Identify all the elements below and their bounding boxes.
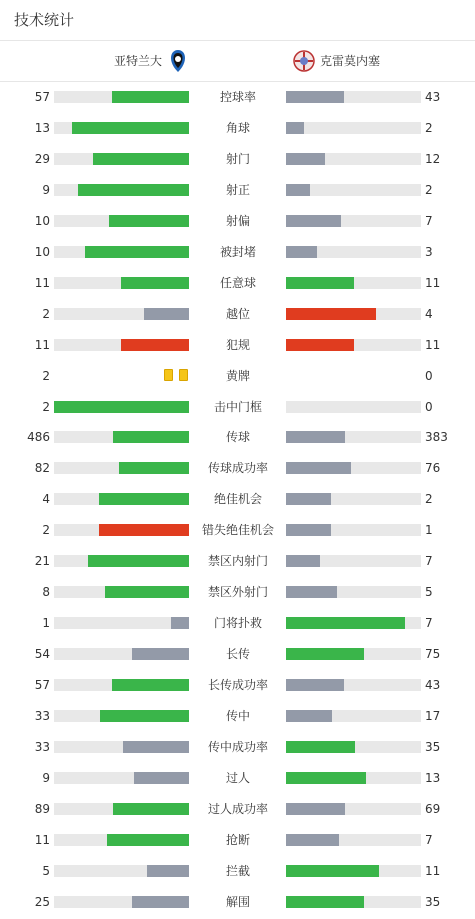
away-bar-track (286, 803, 421, 815)
stat-row (0, 366, 475, 386)
stat-label: 拦截 (225, 863, 250, 878)
home-value: 10 (34, 244, 50, 259)
away-bar-track (286, 555, 421, 567)
away-value: 12 (425, 151, 441, 166)
away-value: 2 (425, 182, 433, 197)
away-bar-track (286, 896, 421, 908)
home-bar-fill (99, 493, 189, 505)
away-bar-track (286, 339, 421, 351)
away-value: 4 (425, 306, 433, 321)
home-bar-track (54, 834, 189, 846)
home-value: 1 (42, 616, 50, 631)
away-bar-fill (286, 555, 320, 567)
header-divider (0, 81, 475, 82)
away-bar-track (286, 865, 421, 877)
home-bar-fill (105, 586, 189, 598)
away-value: 7 (425, 832, 433, 847)
stat-label: 过人成功率 (207, 801, 268, 816)
stat-label: 传中 (225, 709, 250, 723)
away-value: 75 (425, 647, 441, 662)
home-value: 9 (42, 770, 50, 785)
stat-row (0, 242, 475, 262)
home-bar-fill (147, 865, 189, 877)
away-value: 43 (425, 90, 441, 104)
home-value: 13 (34, 121, 50, 135)
home-bar-fill (119, 462, 189, 474)
stat-label: 传中成功率 (207, 739, 268, 754)
away-bar-fill (286, 679, 344, 691)
away-bar-fill (286, 865, 379, 877)
home-bar-track (54, 555, 189, 567)
home-bar-fill (109, 215, 189, 227)
home-bar-fill (113, 431, 189, 443)
stat-row (0, 335, 475, 355)
away-bar-fill (286, 122, 304, 134)
stat-label: 错失绝佳机会 (201, 523, 274, 538)
home-bar-fill (78, 184, 189, 196)
stat-label: 控球率 (219, 90, 256, 104)
stat-row (0, 304, 475, 324)
home-value: 89 (34, 801, 50, 816)
away-value: 43 (425, 678, 441, 692)
stat-row (0, 613, 475, 633)
stat-row (0, 397, 475, 417)
home-bar-fill (121, 277, 189, 289)
away-value: 35 (425, 739, 441, 754)
home-bar-track (54, 586, 189, 598)
away-bar-track (286, 91, 421, 103)
away-bar-fill (286, 803, 345, 815)
home-value: 9 (42, 182, 50, 197)
away-bar-fill (286, 339, 354, 351)
away-bar-fill (286, 308, 376, 320)
away-bar-fill (286, 710, 332, 722)
atalanta-badge-icon (170, 49, 186, 73)
home-bar-track (54, 339, 189, 351)
away-bar-track (286, 308, 421, 320)
home-bar-fill (132, 896, 189, 908)
stat-row (0, 799, 475, 819)
home-value: 82 (34, 461, 50, 476)
home-value: 57 (34, 90, 50, 104)
away-value: 2 (425, 121, 433, 135)
stat-label: 传球 (225, 430, 250, 445)
home-bar-fill (144, 308, 189, 320)
away-bar-track (286, 431, 421, 443)
away-bar-track (286, 679, 421, 691)
home-team-name[interactable]: 亚特兰大 (113, 54, 162, 68)
stat-label: 禁区外射门 (207, 585, 268, 600)
stat-row (0, 706, 475, 726)
away-bar-fill (286, 741, 355, 753)
home-bar-fill (72, 122, 189, 134)
away-bar-track (286, 586, 421, 598)
stat-row (0, 861, 475, 881)
yellow-card-icon (164, 369, 173, 381)
stat-row (0, 149, 475, 169)
home-bar-track (54, 462, 189, 474)
stat-label: 传球成功率 (207, 461, 268, 476)
home-value: 8 (42, 585, 50, 600)
stat-row (0, 489, 475, 509)
stat-row (0, 830, 475, 850)
away-value: 13 (425, 770, 441, 785)
home-value: 2 (42, 523, 50, 538)
away-bar-fill (286, 462, 351, 474)
away-bar-fill (286, 834, 339, 846)
home-value: 33 (34, 709, 50, 723)
away-bar-fill (286, 215, 341, 227)
away-bar-track (286, 710, 421, 722)
away-value: 11 (425, 275, 441, 290)
home-value: 5 (42, 863, 50, 878)
page-title: 技术统计 (14, 11, 75, 29)
home-value: 57 (34, 678, 50, 692)
home-bar-track (54, 277, 189, 289)
stat-row (0, 87, 475, 107)
stat-label: 角球 (225, 121, 250, 135)
home-bar-fill (132, 648, 189, 660)
away-bar-fill (286, 184, 310, 196)
home-value: 11 (34, 832, 50, 847)
away-bar-track (286, 493, 421, 505)
title-divider (0, 40, 475, 41)
away-team-name[interactable]: 克雷莫内塞 (320, 54, 381, 68)
away-value: 0 (425, 368, 433, 383)
stat-label: 长传成功率 (207, 678, 268, 692)
stat-label: 射门 (225, 151, 250, 166)
stat-label: 黄牌 (225, 368, 250, 383)
away-bar-track (286, 153, 421, 165)
away-bar-track (286, 524, 421, 536)
away-bar-track (286, 122, 421, 134)
home-bar-fill (100, 710, 189, 722)
away-value: 383 (425, 430, 448, 445)
home-bar-track (54, 896, 189, 908)
stat-label: 解围 (225, 894, 250, 909)
away-value: 7 (425, 213, 433, 228)
home-bar-fill (171, 617, 189, 629)
stat-row (0, 768, 475, 788)
away-bar-track (286, 834, 421, 846)
away-bar-track (286, 215, 421, 227)
away-value: 76 (425, 461, 441, 476)
stat-label: 长传 (225, 647, 250, 662)
home-value: 10 (34, 213, 50, 228)
home-value: 11 (34, 275, 50, 290)
home-bar-track (54, 184, 189, 196)
stat-label: 禁区内射门 (207, 554, 268, 569)
home-bar-fill (99, 524, 189, 536)
home-bar-fill (85, 246, 189, 258)
away-bar-track (286, 246, 421, 258)
stat-label: 绝佳机会 (213, 492, 262, 507)
home-bar-track (54, 679, 189, 691)
home-bar-fill (113, 803, 189, 815)
stat-label: 犯规 (225, 337, 250, 352)
home-bar-fill (93, 153, 189, 165)
away-bar-fill (286, 772, 366, 784)
away-value: 1 (425, 523, 433, 538)
away-bar-track (286, 617, 421, 629)
home-bar-track (54, 431, 189, 443)
away-bar-fill (286, 586, 337, 598)
home-bar-track (54, 246, 189, 258)
home-bar-fill (88, 555, 189, 567)
home-value: 21 (34, 554, 50, 569)
stat-label: 射偏 (225, 213, 250, 228)
home-bar-track (54, 648, 189, 660)
home-bar-fill (121, 339, 189, 351)
home-bar-track (54, 493, 189, 505)
stat-row (0, 520, 475, 540)
stat-label: 被封堵 (219, 244, 256, 259)
home-bar-track (54, 91, 189, 103)
stat-label: 过人 (225, 770, 250, 785)
stat-row (0, 892, 475, 912)
cremonese-badge-icon (291, 49, 317, 73)
away-bar-fill (286, 524, 331, 536)
away-bar-fill (286, 246, 317, 258)
away-bar-track (286, 184, 421, 196)
away-bar-track (286, 462, 421, 474)
stat-label: 门将扑救 (213, 616, 262, 631)
stat-label: 射正 (225, 182, 250, 197)
home-bar-track (54, 215, 189, 227)
away-bar-fill (286, 617, 405, 629)
home-value: 33 (34, 739, 50, 754)
stat-row (0, 458, 475, 478)
home-bar-track (54, 772, 189, 784)
away-bar-track (286, 401, 421, 413)
home-value: 11 (34, 337, 50, 352)
home-bar-track (54, 710, 189, 722)
away-bar-fill (286, 277, 354, 289)
stat-label: 越位 (225, 306, 250, 321)
home-bar-track (54, 401, 189, 413)
home-bar-track (54, 153, 189, 165)
home-value: 29 (34, 151, 50, 166)
home-value: 2 (42, 306, 50, 321)
stat-row (0, 427, 475, 447)
stat-row (0, 211, 475, 231)
home-value: 54 (34, 647, 50, 662)
stat-row (0, 273, 475, 293)
away-bar-track (286, 648, 421, 660)
stat-row (0, 737, 475, 757)
stat-row (0, 180, 475, 200)
stat-label: 击中门框 (213, 399, 262, 414)
away-value: 5 (425, 585, 433, 600)
home-value: 4 (42, 492, 50, 507)
away-value: 69 (425, 801, 441, 816)
stat-row (0, 644, 475, 664)
away-bar-fill (286, 896, 364, 908)
yellow-card-icon (179, 369, 188, 381)
away-bar-fill (286, 648, 364, 660)
home-bar-fill (54, 401, 189, 413)
stat-row (0, 675, 475, 695)
away-value: 35 (425, 894, 441, 909)
home-bar-track (54, 865, 189, 877)
home-bar-track (54, 308, 189, 320)
away-bar-fill (286, 91, 344, 103)
home-bar-fill (112, 679, 189, 691)
away-value: 0 (425, 399, 433, 414)
away-bar-track (286, 277, 421, 289)
stat-label: 任意球 (219, 275, 256, 290)
away-bar-fill (286, 431, 345, 443)
home-bar-track (54, 803, 189, 815)
away-value: 2 (425, 492, 433, 507)
away-value: 11 (425, 863, 441, 878)
stat-row (0, 118, 475, 138)
away-bar-fill (286, 153, 325, 165)
home-bar-fill (123, 741, 189, 753)
home-bar-fill (112, 91, 189, 103)
away-value: 7 (425, 554, 433, 569)
home-value: 2 (42, 399, 50, 414)
home-bar-track (54, 122, 189, 134)
stat-row (0, 551, 475, 571)
away-value: 17 (425, 709, 441, 723)
home-value: 25 (34, 894, 50, 909)
home-bar-track (54, 617, 189, 629)
away-value: 11 (425, 337, 441, 352)
away-bar-track (286, 772, 421, 784)
away-bar-track (286, 741, 421, 753)
home-bar-track (54, 524, 189, 536)
home-value: 486 (27, 430, 50, 445)
home-value: 2 (42, 368, 50, 383)
away-bar-fill (286, 493, 331, 505)
away-value: 7 (425, 616, 433, 631)
away-value: 3 (425, 244, 433, 259)
stat-row (0, 582, 475, 602)
home-bar-track (54, 741, 189, 753)
stat-label: 抢断 (225, 832, 250, 847)
home-bar-fill (107, 834, 189, 846)
home-bar-fill (134, 772, 189, 784)
